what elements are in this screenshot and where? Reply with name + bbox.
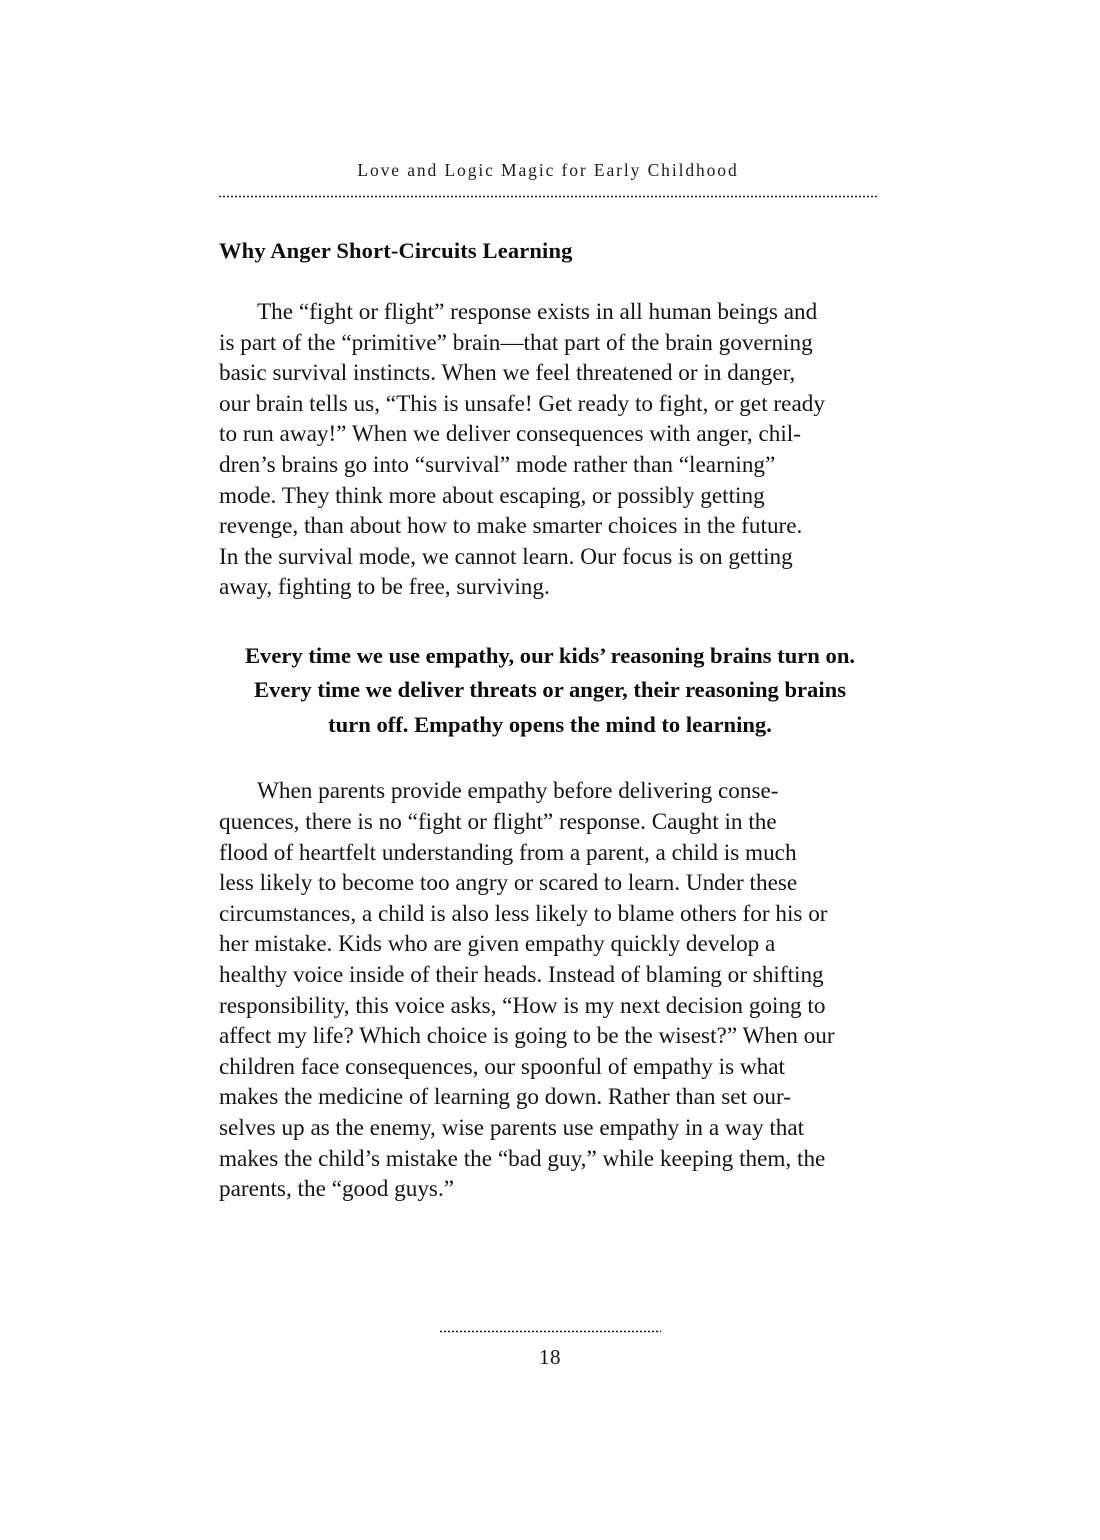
text-line: revenge, than about how to make smarter choices in the future. bbox=[219, 513, 803, 540]
text-line: selves up as the enemy, wise parents use empathy in a way that bbox=[219, 1114, 805, 1141]
footer-dotted-rule bbox=[439, 1330, 661, 1333]
text-line: healthy voice inside of their heads. Instead of blaming or shifting bbox=[219, 962, 824, 988]
text-line: her mistake. Kids who are given empathy quickly develop a bbox=[219, 931, 776, 958]
text-line: flood of heartfelt understanding from a parent, a child is much bbox=[219, 839, 797, 866]
pullquote-spacer bbox=[219, 742, 881, 776]
body-paragraph-2 bbox=[219, 776, 881, 1204]
text-line: is part of the “primitive” brain—that part of the brain governing bbox=[219, 329, 813, 356]
text-line: dren’s brains go into “survival” mode rather than “learning” bbox=[219, 451, 776, 478]
text-line: In the survival mode, we cannot learn. Our focus is on getting bbox=[219, 543, 793, 570]
text-line: When parents provide empathy before delivering conse- bbox=[257, 778, 779, 805]
text-line: affect my life? Which choice is going to be the wisest?” When our bbox=[219, 1023, 835, 1050]
text-line: children face consequences, our spoonful of empathy is what bbox=[219, 1053, 785, 1080]
page-content bbox=[219, 236, 881, 1205]
text-line: less likely to become too angry or scared to learn. Under these bbox=[219, 870, 798, 897]
running-header bbox=[218, 160, 878, 181]
text-line: circumstances, a child is also less likely to blame others for his or bbox=[219, 900, 828, 927]
text-line: away, fighting to be free, surviving. bbox=[219, 574, 550, 601]
text-line: basic survival instincts. When we feel threatened or in danger, bbox=[219, 360, 796, 387]
text-line: responsibility, this voice asks, “How is my next decision going to bbox=[219, 992, 826, 1019]
body-paragraph-1 bbox=[219, 297, 881, 603]
pullquote bbox=[219, 639, 881, 743]
header-dotted-rule bbox=[218, 195, 878, 198]
page-number: 18 bbox=[539, 1345, 561, 1369]
text-line: mode. They think more about escaping, or possibly getting bbox=[219, 482, 765, 509]
text-line: parents, the “good guys.” bbox=[219, 1176, 455, 1203]
text-line: our brain tells us, “This is unsafe! Get ready to fight, or get ready bbox=[219, 390, 825, 417]
text-line: to run away!” When we deliver consequences with anger, chil- bbox=[219, 421, 801, 448]
paragraph-spacer bbox=[219, 603, 881, 639]
text-line: makes the medicine of learning go down. Rather than set our- bbox=[219, 1084, 791, 1111]
section-heading: Why Anger Short-Circuits Learning bbox=[219, 238, 573, 263]
text-line: Every time we deliver threats or anger, their reasoning brains bbox=[254, 677, 846, 703]
running-header-title: Love and Logic Magic for Early Childhood bbox=[357, 160, 739, 180]
text-line: turn off. Empathy opens the mind to learning. bbox=[328, 711, 772, 737]
text-line: makes the child’s mistake the “bad guy,” while keeping them, the bbox=[219, 1145, 826, 1172]
text-line: The “fight or flight” response exists in all human beings and bbox=[257, 299, 818, 325]
page-footer bbox=[0, 1330, 1100, 1370]
text-line: quences, there is no “fight or flight” response. Caught in the bbox=[219, 809, 777, 836]
text-line: Every time we use empathy, our kids’ reasoning brains turn on. bbox=[244, 642, 856, 668]
